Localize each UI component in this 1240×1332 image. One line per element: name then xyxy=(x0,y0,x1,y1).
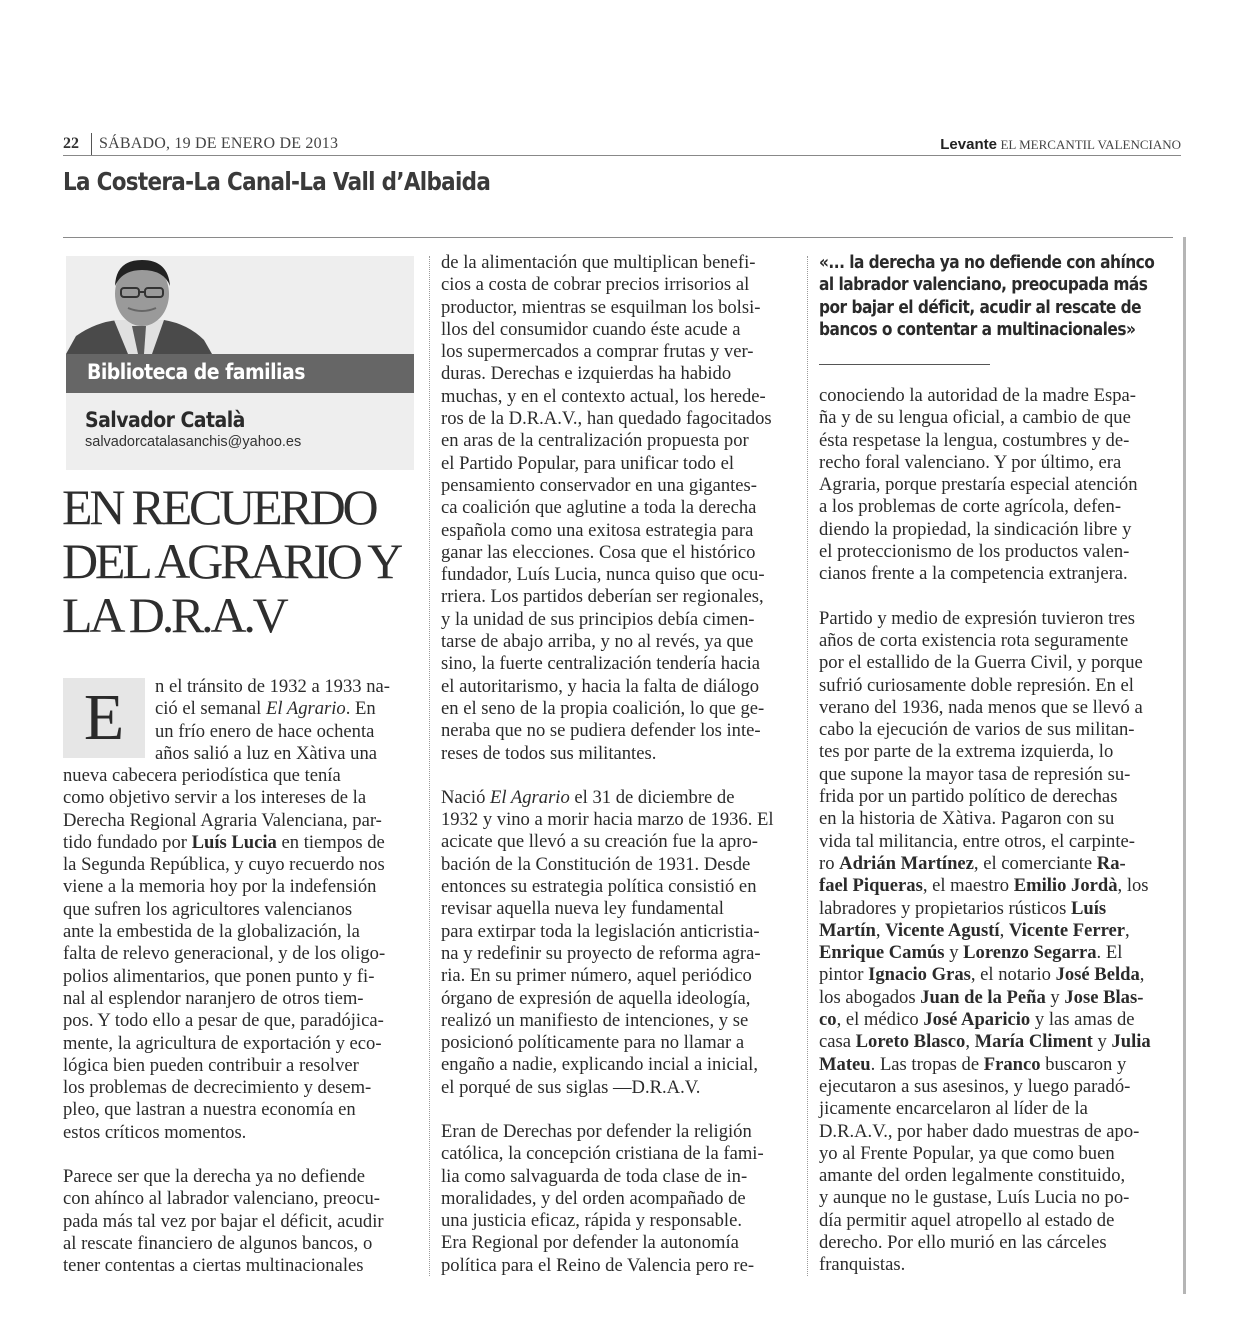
person-name: Juan de la Peña xyxy=(920,986,1046,1008)
text-line: entonces su estrategia política consistió en xyxy=(441,876,757,898)
text-line: el Partido Popular, para unificar todo el xyxy=(441,452,735,474)
person-name: Adrián Martínez xyxy=(839,852,974,874)
text-line: franquistas. xyxy=(819,1254,906,1276)
text-line: sufrió curiosamente doble represión. En el xyxy=(819,674,1134,696)
text-line: tido fundado por Luís Lucia en tiempos de xyxy=(63,831,385,853)
text-line: ante la embestida de la globalización, la xyxy=(63,921,360,943)
text-line: duras. Derechas e izquierdas ha habido xyxy=(441,363,732,385)
text-line: ganar las elecciones. Cosa que el histórico xyxy=(441,541,756,563)
text-line: ció el semanal El Agrario. En xyxy=(155,698,376,720)
text-line: conociendo la autoridad de la madre Espa- xyxy=(819,385,1136,406)
section-title: La Costera-La Canal-La Vall d’Albaida xyxy=(63,167,491,196)
newspaper-brand xyxy=(940,136,1181,154)
text-line: el proteccionismo de los productos valen- xyxy=(819,541,1130,563)
text-line: años de corta existencia rota seguramente xyxy=(819,629,1129,651)
text-line: realizó un manifiesto de intenciones, y se xyxy=(441,1009,749,1031)
text-line: lógica bien pueden contribuir a resolver xyxy=(63,1054,359,1076)
text-line: tes por parte de la extrema izquierda, lo xyxy=(819,741,1114,763)
text-line: como objetivo servir a los intereses de la xyxy=(63,787,367,809)
person-name: Loreto Blasco xyxy=(855,1031,966,1053)
author-email[interactable]: salvadorcatalasanchis@yahoo.es xyxy=(85,434,302,450)
publication-name: El Agrario xyxy=(266,698,346,720)
text-line: frida por un partido político de derechas xyxy=(819,786,1118,808)
header-rule xyxy=(63,155,1181,156)
text-line: pintor Ignacio Gras, el notario José Belda, xyxy=(819,964,1145,986)
header-divider xyxy=(91,133,92,155)
person-name: José Belda xyxy=(1055,964,1140,986)
text-line: Partido y medio de expresión tuvieron tres xyxy=(819,607,1136,629)
text-line: engaño a nadie, explicando incial a inicial, xyxy=(441,1054,758,1076)
text-line: 1932 y vino a morir hacia marzo de 1936. El xyxy=(441,809,774,831)
text-line: al rescate financiero de algunos bancos, o xyxy=(63,1232,373,1254)
text-line: ejecutaron a sus asesinos, y luego paradó- xyxy=(819,1075,1131,1097)
text-line: derecho. Por ello murió en las cárceles xyxy=(819,1231,1107,1253)
headline-line: EN RECUERDO xyxy=(62,479,376,535)
text-line: los problemas de decrecimiento y desem- xyxy=(63,1077,372,1099)
author-portrait-icon xyxy=(66,256,216,354)
person-name: Julia xyxy=(1111,1031,1151,1053)
text-line: ros de la D.R.A.V., han quedado fagocitados xyxy=(441,408,772,430)
text-line: de la alimentación que multiplican benefi- xyxy=(441,252,756,273)
text-line: católica, la concepción cristiana de la fami- xyxy=(441,1143,764,1165)
text-line: sino, la fuerte centralización tendería hacia xyxy=(441,653,761,675)
text-line: Enrique Camús y Lorenzo Segarra. El xyxy=(819,942,1123,964)
text-line: Eran de Derechas por defender la religión xyxy=(441,1120,752,1142)
text-line: na y redefinir su proyecto de reforma agra- xyxy=(441,942,761,964)
dropcap-box xyxy=(63,678,145,758)
text-line: labradores y propietarios rústicos Luís xyxy=(819,897,1107,919)
text-line: moralidades, y del orden acompañado de xyxy=(441,1187,746,1209)
text-line: para extirpar toda la legislación anticristia- xyxy=(441,920,760,942)
text-line: productor, mientras se esquilman los bolsi- xyxy=(441,296,761,318)
pullquote-line: al labrador valenciano, preocupada más xyxy=(819,275,1148,296)
person-name: Vicente Ferrer xyxy=(1008,919,1126,941)
person-name: Lorenzo Segarra xyxy=(963,942,1097,964)
lead-paragraph-intro xyxy=(155,676,390,765)
text-line: y la unidad de sus principios debía cimen- xyxy=(441,608,755,630)
text-line: yo al Frente Popular, ya que como buen xyxy=(819,1142,1115,1164)
text-line: viene a la memoria hoy por la indefensión xyxy=(63,876,377,898)
text-line: verano del 1936, nada menos que se llevó a xyxy=(819,696,1143,718)
article-headline xyxy=(62,480,400,642)
text-line: jicamente encarcelaron al líder de la xyxy=(819,1098,1088,1120)
column-1-body xyxy=(63,765,385,1278)
page-right-border xyxy=(1183,237,1186,1294)
text-line: n el tránsito de 1932 a 1933 na- xyxy=(155,676,390,697)
person-name: fael Piqueras xyxy=(819,875,923,897)
text-line: revisar aquella nueva ley fundamental xyxy=(441,898,724,920)
text-line: por el estallido de la Guerra Civil, y porque xyxy=(819,652,1143,674)
column-2-body xyxy=(441,252,774,1277)
text-line: vida tal militancia, entre otros, el carpinte- xyxy=(819,830,1135,852)
text-line: falta de relevo generacional, y de los oligo- xyxy=(63,943,386,965)
text-line: llos del consumidor cuando éste acude a xyxy=(441,318,741,340)
text-line: Parece ser que la derecha ya no defiende xyxy=(63,1166,365,1188)
text-line: y aunque no le gustase, Luís Lucia no po- xyxy=(819,1187,1130,1209)
headline-line: DEL AGRARIO Y xyxy=(62,533,401,589)
text-line: Era Regional por defender la autonomía xyxy=(441,1232,739,1254)
text-line: tener contentas a ciertas multinacionales xyxy=(63,1255,364,1277)
text-line: que sufren los agricultores valencianos xyxy=(63,898,353,920)
column-name: Biblioteca de familias xyxy=(87,360,305,384)
text-line: rriera. Los partidos deberían ser regionales, xyxy=(441,586,764,608)
text-line: con ahínco al labrador valenciano, preocu- xyxy=(63,1188,380,1210)
text-line: una justicia eficaz, rápida y responsable. xyxy=(441,1210,742,1232)
person-name: José Aparicio xyxy=(923,1009,1031,1031)
text-line: D.R.A.V., por haber dado muestras de apo- xyxy=(819,1120,1140,1142)
text-line: cianos frente a la competencia extranjera. xyxy=(819,563,1128,585)
person-name: co xyxy=(819,1009,837,1031)
text-line: estos críticos momentos. xyxy=(63,1121,247,1143)
author-name: Salvador Català xyxy=(85,408,245,432)
text-line: recho foral valenciano. Y por último, era xyxy=(819,451,1122,473)
text-line: ña y de su lengua oficial, a cambio de que xyxy=(819,407,1131,429)
column-3-body xyxy=(819,385,1151,1277)
text-line: pada más tal vez por bajar el déficit, acudir xyxy=(63,1210,384,1232)
text-line: fael Piqueras, el maestro Emilio Jordà, los xyxy=(819,875,1149,897)
page-number: 22 xyxy=(63,135,79,152)
author-box xyxy=(66,256,414,470)
text-line: a los problemas de corte agrícola, defen- xyxy=(819,496,1122,518)
publication-name: El Agrario xyxy=(490,786,570,808)
text-line: el autoritarismo, y hacia la falta de diálogo xyxy=(441,675,760,697)
text-line: Nació El Agrario el 31 de diciembre de xyxy=(441,786,735,808)
text-line: polios alimentarios, que ponen punto y fi- xyxy=(63,965,375,987)
text-line: pensamiento conservador en una gigantes- xyxy=(441,474,757,496)
person-name: Mateu xyxy=(819,1053,871,1075)
text-line: ria. En su primer número, aquel periódico xyxy=(441,965,752,987)
text-line: nueva cabecera periodística que tenía xyxy=(63,765,341,786)
text-line: política para el Reino de Valencia pero re- xyxy=(441,1254,755,1276)
pullquote-line: bancos o contentar a multinacionales» xyxy=(819,320,1136,341)
dropcap-letter: E xyxy=(83,681,125,754)
person-name: Enrique Camús xyxy=(819,942,945,964)
text-line: ca coalición que aglutine a toda la derecha xyxy=(441,497,757,519)
text-line: lia como salvaguarda de toda clase de in- xyxy=(441,1165,748,1187)
text-line: un frío enero de hace ochenta xyxy=(155,720,375,742)
text-line: pos. Y todo ello a pesar de que, paradójica- xyxy=(63,1010,384,1032)
person-name: Jose Blas- xyxy=(1064,986,1144,1008)
person-name: Ignacio Gras xyxy=(868,964,971,986)
text-line: bación de la Constitución de 1931. Desde xyxy=(441,853,751,875)
text-line: años salió a luz en Xàtiva una xyxy=(155,742,378,764)
text-line: diendo la propiedad, la sindicación libre y xyxy=(819,518,1132,540)
text-line: en la historia de Xàtiva. Pagaron con su xyxy=(819,808,1115,830)
text-line: órgano de expresión de aquella ideología, xyxy=(441,987,751,1009)
column-divider xyxy=(807,256,808,1276)
text-line: pleo, que lastran a nuestra economía en xyxy=(63,1099,356,1121)
person-name: Vicente Agustí xyxy=(885,919,1000,941)
text-line: reses de todos sus militantes. xyxy=(441,742,657,764)
person-name: Emilio Jordà xyxy=(1013,875,1118,897)
text-line: en el seno de la propia coalición, lo que ge- xyxy=(441,697,765,719)
text-line: el porqué de sus siglas —D.R.A.V. xyxy=(441,1076,701,1098)
brand-subtitle: EL MERCANTIL VALENCIANO xyxy=(1000,137,1181,152)
brand-name: Levante xyxy=(940,136,997,153)
text-line: amante del orden legalmente constituido, xyxy=(819,1165,1126,1187)
text-line: muchas, y en el contexto actual, los herede- xyxy=(441,385,766,407)
headline-line: LA D.R.A.V xyxy=(62,587,286,643)
text-line: los abogados Juan de la Peña y Jose Blas- xyxy=(819,986,1144,1008)
person-name: Martín xyxy=(819,919,876,941)
pullquote-rule xyxy=(819,364,990,365)
person-name: Luís Lucia xyxy=(191,831,277,853)
text-line: neraba que no se pudiera defender los inte- xyxy=(441,720,761,742)
text-line: acicate que llevó a su creación fue la apro- xyxy=(441,831,758,853)
pullquote-line: por bajar el déficit, acudir al rescate de xyxy=(819,297,1142,318)
section-rule xyxy=(63,237,1173,238)
pullquote-line: «... la derecha ya no defiende con ahínco xyxy=(819,253,1155,273)
text-line: en aras de la centralización propuesta por xyxy=(441,430,749,452)
text-line: fundador, Luís Lucia, nunca quiso que ocu- xyxy=(441,564,765,586)
text-line: cabo la ejecución de varios de sus militan- xyxy=(819,719,1135,741)
person-name: Ra- xyxy=(1096,852,1126,874)
column-title-bar xyxy=(66,354,414,393)
text-line: nal al esplendor naranjero de otros tiem- xyxy=(63,987,364,1009)
text-line: Derecha Regional Agraria Valenciana, par- xyxy=(63,809,382,831)
text-line: casa Loreto Blasco, María Climent y Julia xyxy=(819,1031,1151,1053)
text-line: Mateu. Las tropas de Franco buscaron y xyxy=(819,1053,1127,1075)
text-line: ro Adrián Martínez, el comerciante Ra- xyxy=(819,852,1126,874)
text-line: Agraria, porque prestaría especial atención xyxy=(819,474,1138,496)
text-line: cios a costa de cobrar precios irrisorios al xyxy=(441,274,750,296)
pull-quote xyxy=(819,252,1154,342)
text-line: Martín, Vicente Agustí, Vicente Ferrer, xyxy=(819,919,1130,941)
issue-date: SÁBADO, 19 DE ENERO DE 2013 xyxy=(99,135,339,152)
text-line: posicionó políticamente para no llamar a xyxy=(441,1032,745,1054)
text-line: tarse de abajo arriba, y no al revés, ya que xyxy=(441,631,754,653)
text-line: ésta respetase la lengua, costumbres y de- xyxy=(819,429,1130,451)
text-line: co, el médico José Aparicio y las amas de xyxy=(819,1009,1135,1031)
text-line: día permitir aquel atropello al estado de xyxy=(819,1209,1115,1231)
text-line: la Segunda República, y cuyo recuerdo nos xyxy=(63,854,385,876)
text-line: los supermercados a comprar frutas y ver- xyxy=(441,341,754,363)
text-line: mente, la agricultura de exportación y eco- xyxy=(63,1032,382,1054)
person-name: Franco xyxy=(983,1053,1041,1075)
person-name: Luís xyxy=(1070,897,1107,919)
text-line: española como una exitosa estrategia para xyxy=(441,519,754,541)
column-divider xyxy=(429,256,430,1276)
person-name: María Climent xyxy=(974,1031,1093,1053)
page-header xyxy=(63,133,1181,155)
author-photo xyxy=(66,256,216,354)
text-line: que supone la mayor tasa de represión su- xyxy=(819,763,1131,785)
